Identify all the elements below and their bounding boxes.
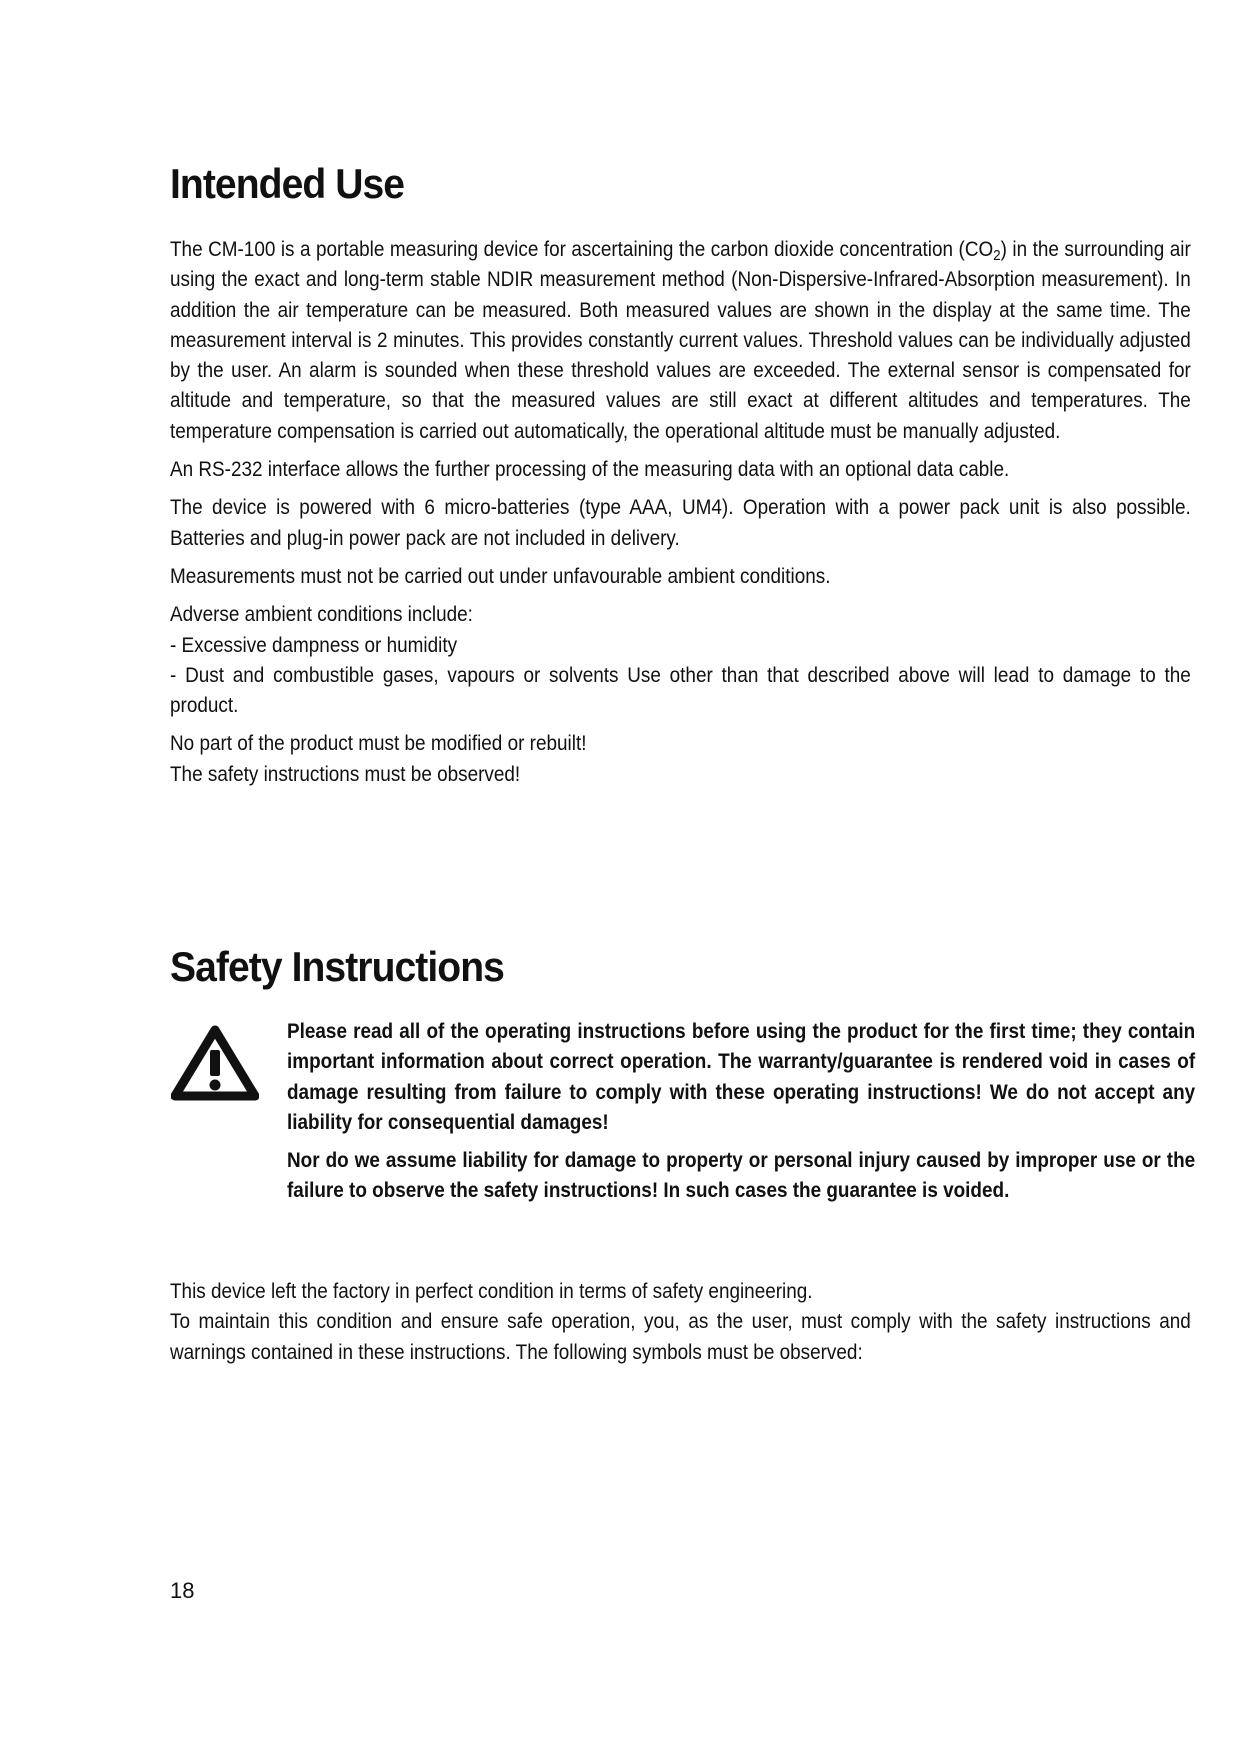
factory-condition-text: This device left the factory in perfect condition in terms of safety engineering. bbox=[170, 1279, 813, 1303]
intended-use-paragraph-1 bbox=[170, 234, 1191, 446]
safety-bold-notice bbox=[287, 1016, 1195, 1214]
liability-notice: Nor do we assume liability for damage to property or personal injury caused by improper use or the failure to observe the safety instructions! In such cases the guarantee is voided. bbox=[287, 1148, 1196, 1203]
warning-triangle-icon bbox=[171, 1024, 259, 1102]
maintain-condition-text: To maintain this condition and ensure safe operation, you, as the user, must comply with the safety instructions and warnings contained in these instructions. The following symbols must be observed: bbox=[170, 1309, 1191, 1364]
intended-use-paragraph-2: An RS-232 interface allows the further processing of the measuring data with an optional data cable. bbox=[170, 457, 1010, 482]
p1-text-a: The CM-100 is a portable measuring device for ascertaining the carbon dioxide concentration (CO bbox=[170, 237, 994, 261]
safety-instructions-heading: Safety Instructions bbox=[170, 943, 504, 990]
no-modification-text: No part of the product must be modified or rebuilt! bbox=[170, 731, 587, 756]
read-instructions-notice: Please read all of the operating instructions before using the product for the first time; they contain important information about correct operation. The warranty/guarantee is rendered void in cases of damage resulting from failure to comply with these operating instructions! We do not accept any liability for consequential damages! bbox=[287, 1019, 1196, 1134]
adverse-intro: Adverse ambient conditions include: bbox=[170, 602, 473, 627]
intended-use-body bbox=[170, 234, 1191, 789]
adverse-conditions-list bbox=[170, 599, 1191, 720]
modification-warnings bbox=[170, 728, 1191, 789]
co2-subscript: 2 bbox=[993, 246, 1001, 264]
observe-safety-text: The safety instructions must be observed! bbox=[170, 761, 521, 786]
adverse-item-1: - Excessive dampness or humidity bbox=[170, 632, 458, 657]
intended-use-paragraph-3: The device is powered with 6 micro-batteries (type AAA, UM4). Operation with a power pack unit is also possible. Batteries and plug-in power pack are not included in delivery. bbox=[170, 495, 1191, 550]
p1-text-b: ) in the surrounding air using the exact and long-term stable NDIR measurement method (Non-Dispersive-Infrared-Absorption measurement). In addition the air temperature can be measured. Both measured values are shown in the display at the same time. The measurement interval is 2 minutes. This provides constantly current values. Threshold values can be individually adjusted by the user. An alarm is sounded when these threshold values are exceeded. The external sensor is compensated for altitude and temperature, so that the measured values are still exact at different altitudes and temperatures. The temperature compensation is carried out automatically, the operational altitude must be manually adjusted. bbox=[170, 237, 1191, 443]
page-number: 18 bbox=[170, 1578, 195, 1603]
intended-use-heading: Intended Use bbox=[170, 160, 405, 207]
adverse-item-2: - Dust and combustible gases, vapours or solvents Use other than that described above will lead to damage to the product. bbox=[170, 662, 1191, 718]
intended-use-paragraph-4: Measurements must not be carried out under unfavourable ambient conditions. bbox=[170, 563, 831, 588]
safety-body bbox=[170, 1276, 1191, 1367]
safety-paragraph bbox=[170, 1276, 1191, 1367]
